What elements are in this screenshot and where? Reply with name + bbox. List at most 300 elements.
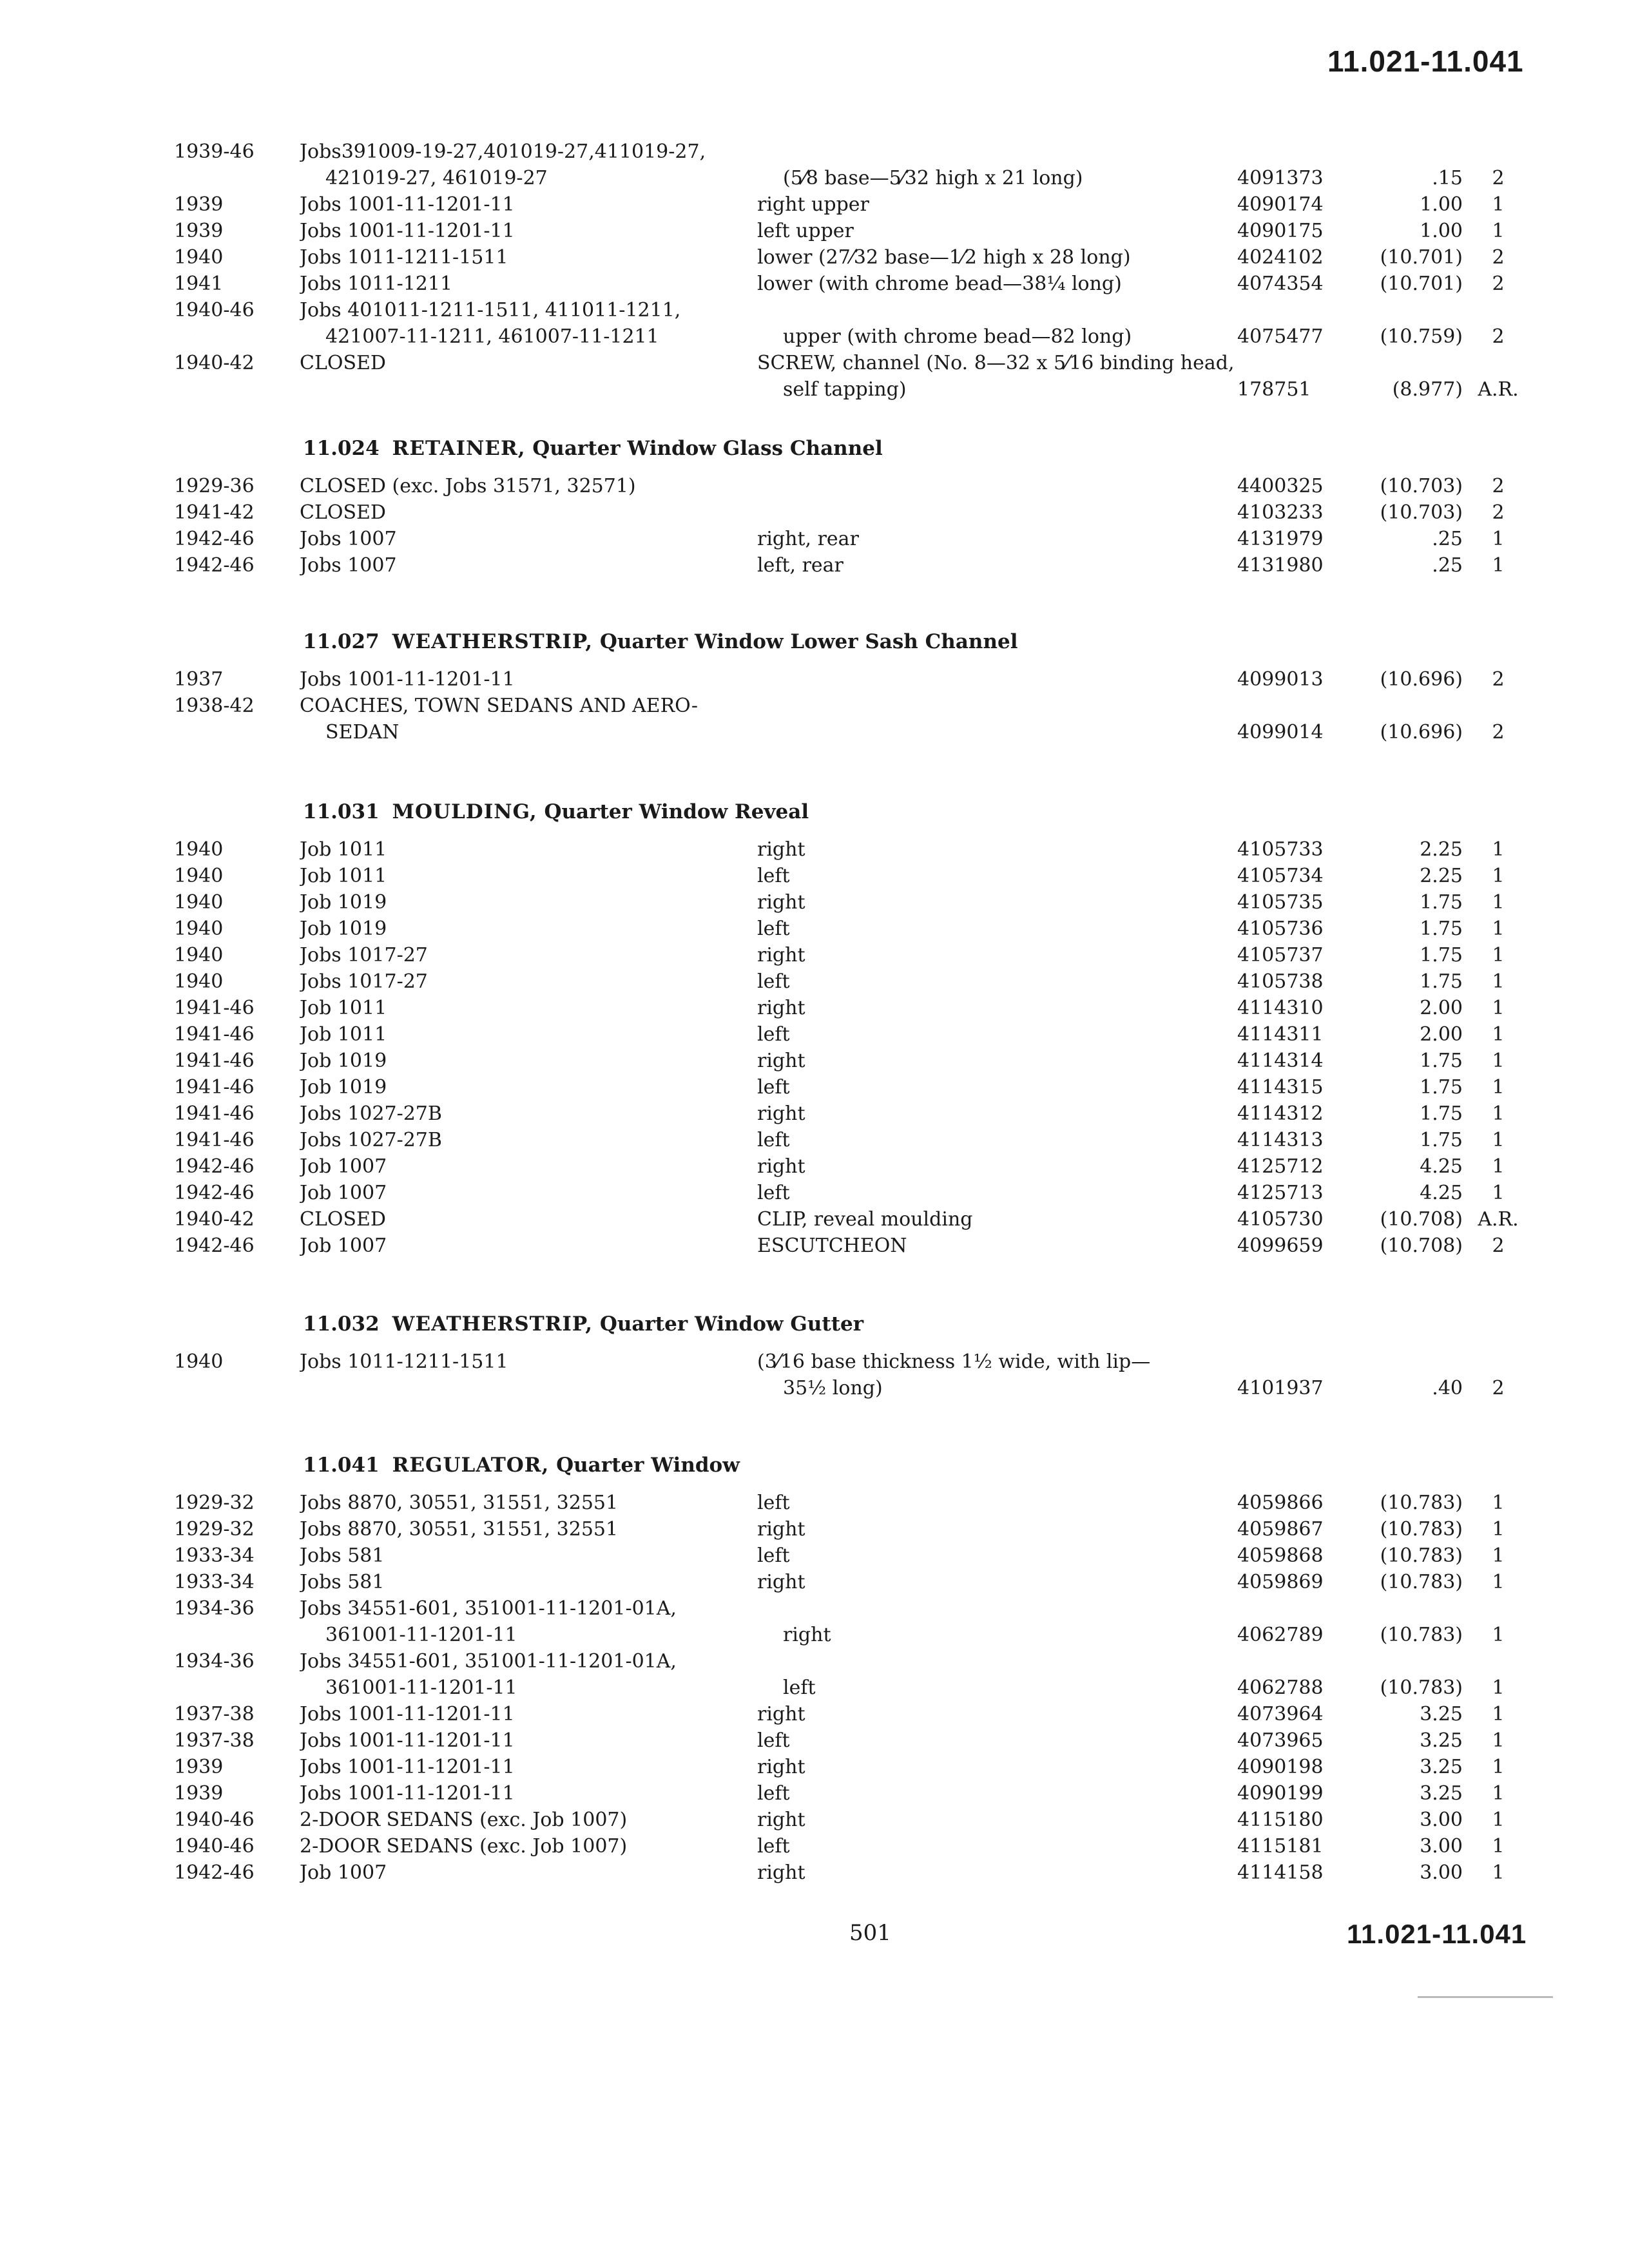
section-heading	[174, 1312, 1547, 1349]
price-cell: 3.00	[1420, 1835, 1463, 1858]
description-cell: right	[757, 944, 805, 966]
quantity-cell: 1	[1492, 944, 1505, 966]
part-number-cell: 4090198	[1237, 1756, 1324, 1778]
quantity-cell: 1	[1492, 1102, 1505, 1125]
part-number-cell: 4099013	[1237, 668, 1324, 691]
quantity-cell: A.R.	[1478, 378, 1519, 401]
price-cell: (10.708)	[1380, 1208, 1463, 1231]
year-cell: 1941-46	[174, 997, 255, 1019]
description-cell: right	[757, 997, 805, 1019]
table-row	[174, 942, 1547, 968]
table-row	[174, 297, 1547, 350]
job-cell: Jobs 401011-1211-1511, 411011-1211,	[300, 299, 681, 322]
year-cell: 1939	[174, 1782, 224, 1805]
year-cell: 1941-46	[174, 1129, 255, 1151]
table-row	[174, 1833, 1547, 1860]
section-subtitle: Quarter Window Reveal	[544, 800, 809, 823]
part-number-cell: 4105738	[1237, 970, 1324, 993]
description-cell: left	[757, 1729, 790, 1752]
table-row	[174, 1349, 1547, 1401]
description-cell: right	[757, 838, 805, 861]
year-cell: 1940	[174, 970, 224, 993]
year-cell: 1941-46	[174, 1076, 255, 1099]
part-number-cell: 4101937	[1237, 1377, 1324, 1399]
year-cell: 1937-38	[174, 1703, 255, 1725]
part-number-cell: 4062788	[1237, 1677, 1324, 1699]
table-row	[174, 693, 1547, 745]
description-cell: left	[757, 970, 790, 993]
job-cell-continued: 361001-11-1201-11	[325, 1624, 517, 1646]
price-cell: 2.25	[1420, 838, 1463, 861]
description-cell: right upper	[757, 193, 869, 216]
job-cell: COACHES, TOWN SEDANS AND AERO-	[300, 695, 699, 717]
price-cell: 1.00	[1420, 220, 1463, 242]
table-row	[174, 1206, 1547, 1233]
year-cell: 1929-32	[174, 1492, 255, 1514]
table-row	[174, 1180, 1547, 1206]
part-number-cell: 4125712	[1237, 1155, 1324, 1178]
table-row	[174, 916, 1547, 942]
table-row	[174, 1595, 1547, 1648]
section-title: RETAINER,	[392, 437, 526, 460]
description-cell-continued: (5⁄8 base—5⁄32 high x 21 long)	[783, 167, 1083, 189]
description-cell: right	[757, 891, 805, 914]
section-heading	[174, 437, 1547, 473]
job-cell: Jobs 1027-27B	[300, 1129, 442, 1151]
description-cell: left	[757, 1782, 790, 1805]
price-cell: 3.00	[1420, 1861, 1463, 1884]
part-number-cell: 4115181	[1237, 1835, 1324, 1858]
table-row	[174, 1542, 1547, 1569]
part-number-cell: 4131980	[1237, 554, 1324, 577]
price-cell: 1.75	[1420, 944, 1463, 966]
part-number-cell: 4114312	[1237, 1102, 1324, 1125]
price-cell: 4.25	[1420, 1182, 1463, 1204]
price-cell: .15	[1432, 167, 1463, 189]
job-cell: Jobs 1001-11-1201-11	[300, 220, 515, 242]
table-row	[174, 271, 1547, 297]
job-cell: Jobs 1001-11-1201-11	[300, 1703, 515, 1725]
year-cell: 1942-46	[174, 528, 255, 550]
table-row	[174, 244, 1547, 271]
year-cell: 1940	[174, 891, 224, 914]
price-cell: (10.703)	[1380, 501, 1463, 524]
job-cell: Jobs 1011-1211-1511	[300, 246, 508, 269]
part-number-cell: 4091373	[1237, 167, 1324, 189]
job-cell-continued: 361001-11-1201-11	[325, 1677, 517, 1699]
job-cell: Job 1007	[300, 1861, 387, 1884]
description-cell-continued: left	[783, 1677, 816, 1699]
year-cell: 1940-46	[174, 1809, 255, 1831]
job-cell-continued: 421019-27, 461019-27	[325, 167, 548, 189]
job-cell: Jobs 1027-27B	[300, 1102, 442, 1125]
part-number-cell: 4099014	[1237, 721, 1324, 744]
price-cell: 1.75	[1420, 918, 1463, 940]
job-cell: Jobs 1011-1211-1511	[300, 1350, 508, 1373]
price-cell: 1.75	[1420, 891, 1463, 914]
table-row	[174, 473, 1547, 499]
price-cell: (10.708)	[1380, 1235, 1463, 1257]
job-cell: Jobs 1017-27	[300, 944, 428, 966]
price-cell: 4.25	[1420, 1155, 1463, 1178]
table-row	[174, 1127, 1547, 1153]
section-title: WEATHERSTRIP,	[392, 630, 593, 653]
year-cell: 1940	[174, 1350, 224, 1373]
description-cell: right, rear	[757, 528, 859, 550]
quantity-cell: 1	[1492, 1835, 1505, 1858]
section-number: 11.041	[303, 1454, 380, 1477]
part-number-cell: 4059867	[1237, 1518, 1324, 1541]
quantity-cell: 1	[1492, 997, 1505, 1019]
description-cell: left upper	[757, 220, 854, 242]
table-row	[174, 1048, 1547, 1074]
quantity-cell: 1	[1492, 1129, 1505, 1151]
section-title: WEATHERSTRIP,	[392, 1312, 593, 1336]
page-number: 501	[849, 1920, 891, 1946]
year-cell: 1940	[174, 246, 224, 269]
price-cell: 1.75	[1420, 1050, 1463, 1072]
description-cell: right	[757, 1102, 805, 1125]
job-cell: CLOSED (exc. Jobs 31571, 32571)	[300, 475, 636, 497]
table-row	[174, 526, 1547, 552]
quantity-cell: 1	[1492, 1182, 1505, 1204]
description-cell: left	[757, 1023, 790, 1046]
quantity-cell: 2	[1492, 668, 1505, 691]
quantity-cell: 1	[1492, 1571, 1505, 1593]
quantity-cell: 1	[1492, 1703, 1505, 1725]
table-row	[174, 836, 1547, 863]
year-cell: 1942-46	[174, 1235, 255, 1257]
quantity-cell: 1	[1492, 528, 1505, 550]
part-number-cell: 4114314	[1237, 1050, 1324, 1072]
quantity-cell: 1	[1492, 1155, 1505, 1178]
description-cell-continued: self tapping)	[783, 378, 907, 401]
quantity-cell: 1	[1492, 1861, 1505, 1884]
year-cell: 1939	[174, 220, 224, 242]
part-number-cell: 4059868	[1237, 1544, 1324, 1567]
description-cell: right	[757, 1518, 805, 1541]
quantity-cell: A.R.	[1478, 1208, 1519, 1231]
part-number-cell: 4131979	[1237, 528, 1324, 550]
quantity-cell: 1	[1492, 1544, 1505, 1567]
year-cell: 1937-38	[174, 1729, 255, 1752]
part-number-cell: 4105734	[1237, 865, 1324, 887]
description-cell: left	[757, 1076, 790, 1099]
quantity-cell: 2	[1492, 1235, 1505, 1257]
table-row	[174, 1701, 1547, 1727]
section-heading	[174, 800, 1547, 836]
header-range: 11.021-11.041	[1327, 44, 1524, 78]
table-row	[174, 1233, 1547, 1259]
description-cell: (3⁄16 base thickness 1½ wide, with lip—	[757, 1350, 1151, 1373]
quantity-cell: 1	[1492, 1518, 1505, 1541]
quantity-cell: 1	[1492, 1023, 1505, 1046]
year-cell: 1940	[174, 838, 224, 861]
description-cell-continued: right	[783, 1624, 831, 1646]
table-row	[174, 995, 1547, 1021]
description-cell: SCREW, channel (No. 8—32 x 5⁄16 binding head,	[757, 352, 1235, 374]
part-number-cell: 4073964	[1237, 1703, 1324, 1725]
part-number-cell: 4073965	[1237, 1729, 1324, 1752]
section-11-041	[174, 1454, 1547, 1886]
section-11-027	[174, 630, 1547, 745]
job-cell: 2-DOOR SEDANS (exc. Job 1007)	[300, 1809, 628, 1831]
section-number: 11.024	[303, 437, 380, 460]
description-cell: left	[757, 1835, 790, 1858]
table-row	[174, 1754, 1547, 1780]
job-cell: Jobs 1011-1211	[300, 273, 453, 295]
quantity-cell: 1	[1492, 1782, 1505, 1805]
table-row	[174, 139, 1547, 191]
quantity-cell: 1	[1492, 1809, 1505, 1831]
table-row	[174, 1021, 1547, 1048]
section-11-024	[174, 437, 1547, 579]
year-cell: 1929-36	[174, 475, 255, 497]
year-cell: 1934-36	[174, 1597, 255, 1620]
year-cell: 1942-46	[174, 1861, 255, 1884]
job-cell: Job 1007	[300, 1155, 387, 1178]
quantity-cell: 2	[1492, 246, 1505, 269]
part-number-cell: 4105736	[1237, 918, 1324, 940]
part-number-cell: 4103233	[1237, 501, 1324, 524]
quantity-cell: 1	[1492, 891, 1505, 914]
table-row	[174, 1100, 1547, 1127]
price-cell: (10.759)	[1380, 325, 1463, 348]
section-subtitle: Quarter Window Gutter	[599, 1312, 864, 1336]
job-cell: Job 1019	[300, 891, 387, 914]
quantity-cell: 1	[1492, 838, 1505, 861]
table-row	[174, 666, 1547, 693]
price-cell: (10.701)	[1380, 246, 1463, 269]
price-cell: 1.00	[1420, 193, 1463, 216]
part-number-cell: 4075477	[1237, 325, 1324, 348]
part-number-cell: 4062789	[1237, 1624, 1324, 1646]
table-row	[174, 1153, 1547, 1180]
year-cell: 1941-46	[174, 1023, 255, 1046]
quantity-cell: 1	[1492, 1677, 1505, 1699]
year-cell: 1940-46	[174, 1835, 255, 1858]
job-cell: Job 1019	[300, 1050, 387, 1072]
job-cell: Jobs 1001-11-1201-11	[300, 193, 515, 216]
price-cell: 3.25	[1420, 1703, 1463, 1725]
description-cell: right	[757, 1050, 805, 1072]
description-cell: CLIP, reveal moulding	[757, 1208, 973, 1231]
quantity-cell: 2	[1492, 501, 1505, 524]
job-cell-continued: SEDAN	[325, 721, 400, 744]
description-cell: left	[757, 1182, 790, 1204]
job-cell: Jobs 1001-11-1201-11	[300, 1782, 515, 1805]
year-cell: 1934-36	[174, 1650, 255, 1673]
price-cell: 3.00	[1420, 1809, 1463, 1831]
job-cell: Jobs 1001-11-1201-11	[300, 668, 515, 691]
section-number: 11.027	[303, 630, 380, 653]
year-cell: 1940-42	[174, 1208, 255, 1231]
table-row	[174, 968, 1547, 995]
table-row	[174, 1569, 1547, 1595]
table-row	[174, 499, 1547, 526]
year-cell: 1942-46	[174, 1155, 255, 1178]
year-cell: 1940-46	[174, 299, 255, 322]
description-cell: left	[757, 918, 790, 940]
year-cell: 1942-46	[174, 1182, 255, 1204]
price-cell: (10.783)	[1380, 1571, 1463, 1593]
description-cell: left	[757, 1492, 790, 1514]
part-number-cell: 4105737	[1237, 944, 1324, 966]
part-number-cell: 4059866	[1237, 1492, 1324, 1514]
job-cell: CLOSED	[300, 352, 386, 374]
year-cell: 1937	[174, 668, 224, 691]
job-cell: Job 1007	[300, 1182, 387, 1204]
part-number-cell: 4114310	[1237, 997, 1324, 1019]
quantity-cell: 2	[1492, 721, 1505, 744]
part-number-cell: 178751	[1237, 378, 1311, 401]
part-number-cell: 4114313	[1237, 1129, 1324, 1151]
section-subtitle: Quarter Window Glass Channel	[532, 437, 883, 460]
price-cell: 1.75	[1420, 1129, 1463, 1151]
top-block	[174, 139, 1547, 403]
price-cell: (10.703)	[1380, 475, 1463, 497]
quantity-cell: 2	[1492, 475, 1505, 497]
section-number: 11.031	[303, 800, 380, 823]
quantity-cell: 2	[1492, 325, 1505, 348]
job-cell: Job 1011	[300, 865, 387, 887]
year-cell: 1939	[174, 193, 224, 216]
section-heading	[174, 630, 1547, 666]
price-cell: .25	[1432, 528, 1463, 550]
quantity-cell: 1	[1492, 193, 1505, 216]
job-cell: Jobs 34551-601, 351001-11-1201-01A,	[300, 1597, 677, 1620]
page-mark	[1418, 1996, 1553, 1998]
table-row	[174, 1648, 1547, 1701]
price-cell: 1.75	[1420, 1102, 1463, 1125]
table-row	[174, 552, 1547, 579]
part-number-cell: 4090174	[1237, 193, 1324, 216]
table-row	[174, 889, 1547, 916]
year-cell: 1940	[174, 944, 224, 966]
job-cell: Job 1011	[300, 1023, 387, 1046]
quantity-cell: 1	[1492, 1756, 1505, 1778]
part-number-cell: 4114158	[1237, 1861, 1324, 1884]
section-number: 11.032	[303, 1312, 380, 1336]
year-cell: 1940-42	[174, 352, 255, 374]
table-row	[174, 1516, 1547, 1542]
job-cell: Job 1011	[300, 838, 387, 861]
section-subtitle: Quarter Window Lower Sash Channel	[599, 630, 1018, 653]
section-11-032	[174, 1312, 1547, 1401]
quantity-cell: 1	[1492, 918, 1505, 940]
table-row	[174, 350, 1547, 403]
price-cell: 2.25	[1420, 865, 1463, 887]
part-number-cell: 4059869	[1237, 1571, 1324, 1593]
part-number-cell: 4090175	[1237, 220, 1324, 242]
job-cell: Jobs 1001-11-1201-11	[300, 1756, 515, 1778]
price-cell: (10.783)	[1380, 1544, 1463, 1567]
price-cell: 3.25	[1420, 1729, 1463, 1752]
job-cell: Job 1019	[300, 1076, 387, 1099]
year-cell: 1939-46	[174, 140, 255, 163]
description-cell: lower (27⁄32 base—1⁄2 high x 28 long)	[757, 246, 1131, 269]
quantity-cell: 1	[1492, 1492, 1505, 1514]
part-number-cell: 4024102	[1237, 246, 1324, 269]
job-cell: CLOSED	[300, 501, 386, 524]
part-number-cell: 4114315	[1237, 1076, 1324, 1099]
year-cell: 1941	[174, 273, 224, 295]
job-cell: Jobs 1017-27	[300, 970, 428, 993]
quantity-cell: 1	[1492, 1729, 1505, 1752]
price-cell: 1.75	[1420, 1076, 1463, 1099]
year-cell: 1933-34	[174, 1571, 255, 1593]
price-cell: .40	[1432, 1377, 1463, 1399]
price-cell: (8.977)	[1392, 378, 1463, 401]
description-cell: right	[757, 1155, 805, 1178]
price-cell: (10.701)	[1380, 273, 1463, 295]
table-row	[174, 1727, 1547, 1754]
job-cell: Jobs 1001-11-1201-11	[300, 1729, 515, 1752]
part-number-cell: 4115180	[1237, 1809, 1324, 1831]
part-number-cell: 4090199	[1237, 1782, 1324, 1805]
description-cell: lower (with chrome bead—38¼ long)	[757, 273, 1122, 295]
price-cell: (10.696)	[1380, 721, 1463, 744]
footer-range: 11.021-11.041	[1347, 1919, 1527, 1949]
job-cell: Jobs 581	[300, 1544, 385, 1567]
table-row	[174, 1807, 1547, 1833]
price-cell: 3.25	[1420, 1782, 1463, 1805]
job-cell: Jobs 8870, 30551, 31551, 32551	[300, 1492, 619, 1514]
job-cell: Jobs 581	[300, 1571, 385, 1593]
price-cell: 2.00	[1420, 997, 1463, 1019]
table-row	[174, 1074, 1547, 1100]
price-cell: .25	[1432, 554, 1463, 577]
year-cell: 1941-42	[174, 501, 255, 524]
year-cell: 1929-32	[174, 1518, 255, 1541]
quantity-cell: 2	[1492, 1377, 1505, 1399]
quantity-cell: 1	[1492, 865, 1505, 887]
price-cell: 3.25	[1420, 1756, 1463, 1778]
description-cell: right	[757, 1861, 805, 1884]
job-cell: CLOSED	[300, 1208, 386, 1231]
part-number-cell: 4125713	[1237, 1182, 1324, 1204]
year-cell: 1940	[174, 865, 224, 887]
job-cell-continued: 421007-11-1211, 461007-11-1211	[325, 325, 659, 348]
quantity-cell: 1	[1492, 1050, 1505, 1072]
year-cell: 1941-46	[174, 1050, 255, 1072]
year-cell: 1941-46	[174, 1102, 255, 1125]
job-cell: Jobs391009-19-27,401019-27,411019-27,	[300, 140, 706, 163]
part-number-cell: 4105733	[1237, 838, 1324, 861]
description-cell: ESCUTCHEON	[757, 1235, 907, 1257]
job-cell: Job 1007	[300, 1235, 387, 1257]
part-number-cell: 4074354	[1237, 273, 1324, 295]
table-row	[174, 1780, 1547, 1807]
quantity-cell: 1	[1492, 1076, 1505, 1099]
description-cell: right	[757, 1703, 805, 1725]
table-row	[174, 1490, 1547, 1516]
quantity-cell: 1	[1492, 554, 1505, 577]
section-11-031	[174, 800, 1547, 1259]
quantity-cell: 1	[1492, 1624, 1505, 1646]
price-cell: 1.75	[1420, 970, 1463, 993]
description-cell: right	[757, 1809, 805, 1831]
job-cell: Jobs 1007	[300, 528, 397, 550]
description-cell: left, rear	[757, 554, 843, 577]
table-row	[174, 863, 1547, 889]
job-cell: Job 1011	[300, 997, 387, 1019]
price-cell: (10.783)	[1380, 1492, 1463, 1514]
section-title: MOULDING,	[392, 800, 537, 823]
table-row	[174, 191, 1547, 218]
description-cell: right	[757, 1571, 805, 1593]
year-cell: 1939	[174, 1756, 224, 1778]
